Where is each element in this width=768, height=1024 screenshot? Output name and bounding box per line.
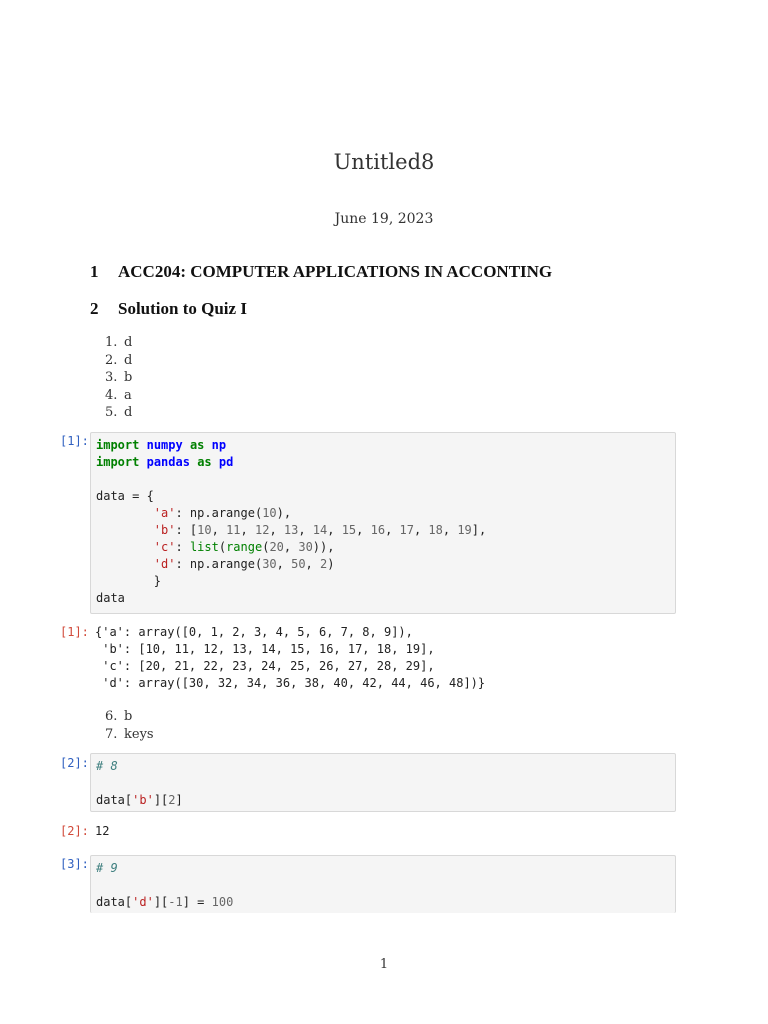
cell-output: {'a': array([0, 1, 2, 3, 4, 5, 6, 7, 8, 9]), 'b': [10, 11, 12, 13, 14, 15, 16, 17, 18, 19], 'c': [20, 21, 22, 23, 24, 25, 26, 27, 28, 29], 'd': array([30, 32, 34, 36, 38, 40, 42, 44, 46, 48])}	[95, 625, 486, 690]
list-item: 1. d	[105, 335, 133, 350]
input-prompt: [3]:	[60, 857, 89, 871]
output-prompt: [2]:	[60, 824, 89, 838]
document-title: Untitled8	[333, 150, 435, 174]
list-item: 5. d	[105, 405, 133, 420]
list-item: 3. b	[105, 370, 133, 385]
code-cell[interactable]: # 8 data['b'][2]	[90, 753, 676, 812]
section-title: Solution to Quiz I	[118, 299, 247, 318]
section-number: 1	[90, 262, 99, 281]
answer-list	[105, 708, 154, 743]
page-number: 1	[379, 957, 389, 972]
list-item: 4. a	[105, 387, 132, 403]
code-cell[interactable]: # 9 data['d'][-1] = 100	[90, 855, 676, 913]
list-item: 6. b	[105, 709, 133, 724]
code-cell[interactable]: import numpy as np import pandas as pd data = { 'a': np.arange(10), 'b': [10, 11, 12, 13, 14, 15, 16, 17, 18, 19], 'c': list(range(20, 30)), 'd': np.arange(30, 50, 2) } data	[90, 432, 676, 614]
output-prompt: [1]:	[60, 625, 89, 639]
answer-list	[105, 334, 132, 422]
cell-output: 12	[95, 824, 110, 838]
document-date: June 19, 2023	[334, 211, 434, 227]
list-item: 2. d	[105, 352, 133, 368]
input-prompt: [2]:	[60, 756, 89, 770]
section-heading-2	[90, 299, 247, 319]
section-title: ACC204: COMPUTER APPLICATIONS IN ACCONTING	[118, 262, 553, 281]
input-prompt: [1]:	[60, 434, 89, 448]
list-item: 7. keys	[105, 726, 154, 742]
section-heading-1	[90, 262, 552, 282]
section-number: 2	[90, 299, 99, 318]
